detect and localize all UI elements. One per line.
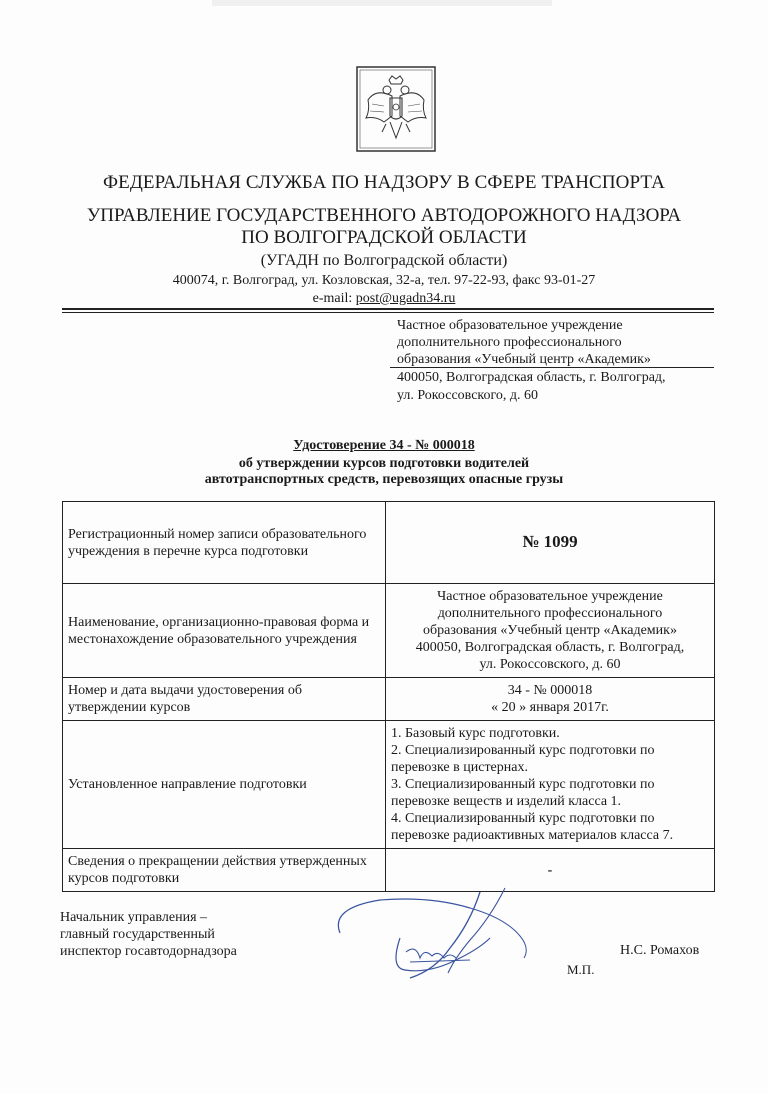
recipient-divider [390, 367, 714, 368]
registration-number: № 1099 [522, 532, 578, 551]
value-line: ул. Рокоссовского, д. 60 [479, 657, 621, 672]
value-line: 1. Базовый курс подготовки. [391, 726, 560, 741]
stamp-place: М.П. [567, 962, 595, 977]
row-value [386, 678, 715, 721]
header-divider [62, 308, 714, 310]
recipient-line: дополнительного профессионального [397, 335, 622, 350]
row-label: Наименование, организационно-правовая форма и местонахождение образовательного учреждения [63, 584, 386, 678]
recipient-name [397, 317, 717, 368]
value-line: 400050, Волгоградская область, г. Волгоград, [415, 640, 685, 655]
value-line: Частное образовательное учреждение [437, 589, 663, 604]
signatory-line: инспектор госавтодорнадзора [60, 944, 237, 959]
value-line: дополнительного профессионального [437, 606, 663, 621]
header-email [0, 291, 768, 307]
row-value: - [386, 849, 715, 892]
row-label: Номер и дата выдачи удостоверения об утверждении курсов [63, 678, 386, 721]
row-label: Сведения о прекращении действия утвержденных курсов подготовки [63, 849, 386, 892]
recipient-address [397, 369, 717, 405]
value-line: 2. Специализированный курс подготовки по перевозке в цистернах. [391, 743, 655, 775]
signatory-line: Начальник управления – [60, 910, 208, 925]
header-region: ПО ВОЛГОГРАДСКОЙ ОБЛАСТИ [241, 227, 527, 248]
recipient-line: Частное образовательное учреждение [397, 318, 623, 333]
document-subtitle: автотранспортных средств, перевозящих опасные грузы [204, 472, 564, 487]
scan-edge [212, 0, 552, 6]
value-line: образования «Учебный центр «Академик» [423, 623, 677, 638]
row-value [386, 721, 715, 849]
email-label: e-mail: [312, 291, 356, 306]
value-line: 3. Специализированный курс подготовки по перевозке веществ и изделий класса 1. [391, 777, 655, 809]
handwritten-signature [320, 878, 560, 988]
value-line: 34 - № 000018 [507, 683, 593, 698]
header-abbreviation: (УГАДН по Волгоградской области) [260, 252, 508, 269]
recipient-line: образования «Учебный центр «Академик» [397, 352, 651, 367]
recipient-line: ул. Рокоссовского, д. 60 [397, 388, 539, 403]
header-agency: ФЕДЕРАЛЬНАЯ СЛУЖБА ПО НАДЗОРУ В СФЕРЕ ТРАНСПОРТА [103, 172, 665, 193]
row-value [386, 502, 715, 584]
document-subtitle: об утверждении курсов подготовки водителей [238, 456, 530, 471]
value-line: « 20 » января 2017г. [491, 700, 609, 715]
row-label: Регистрационный номер записи образовательного учреждения в перечне курса подготовки [63, 502, 386, 584]
table-row [63, 584, 715, 678]
table-row [63, 721, 715, 849]
table-row [63, 678, 715, 721]
signatory-name: Н.С. Ромахов [620, 943, 700, 958]
row-value [386, 584, 715, 678]
row-label: Установленное направление подготовки [63, 721, 386, 849]
coat-of-arms-icon [356, 66, 436, 152]
registration-table [62, 501, 715, 892]
header-department: УПРАВЛЕНИЕ ГОСУДАРСТВЕННОГО АВТОДОРОЖНОГО НАДЗОРА [86, 205, 682, 226]
email-link[interactable]: post@ugadn34.ru [355, 291, 456, 306]
document-title: Удостоверение 34 - № 000018 [293, 438, 475, 453]
signatory-title [60, 909, 237, 960]
header-contacts: 400074, г. Волгоград, ул. Козловская, 32-а, тел. 97-22-93, факс 93-01-27 [172, 273, 596, 288]
recipient-line: 400050, Волгоградская область, г. Волгоград, [397, 370, 666, 385]
value-line: 4. Специализированный курс подготовки по перевозке радиоактивных материалов класса 7. [391, 811, 674, 843]
table-row [63, 502, 715, 584]
signatory-line: главный государственный [60, 927, 215, 942]
header-divider-thin [62, 312, 714, 313]
